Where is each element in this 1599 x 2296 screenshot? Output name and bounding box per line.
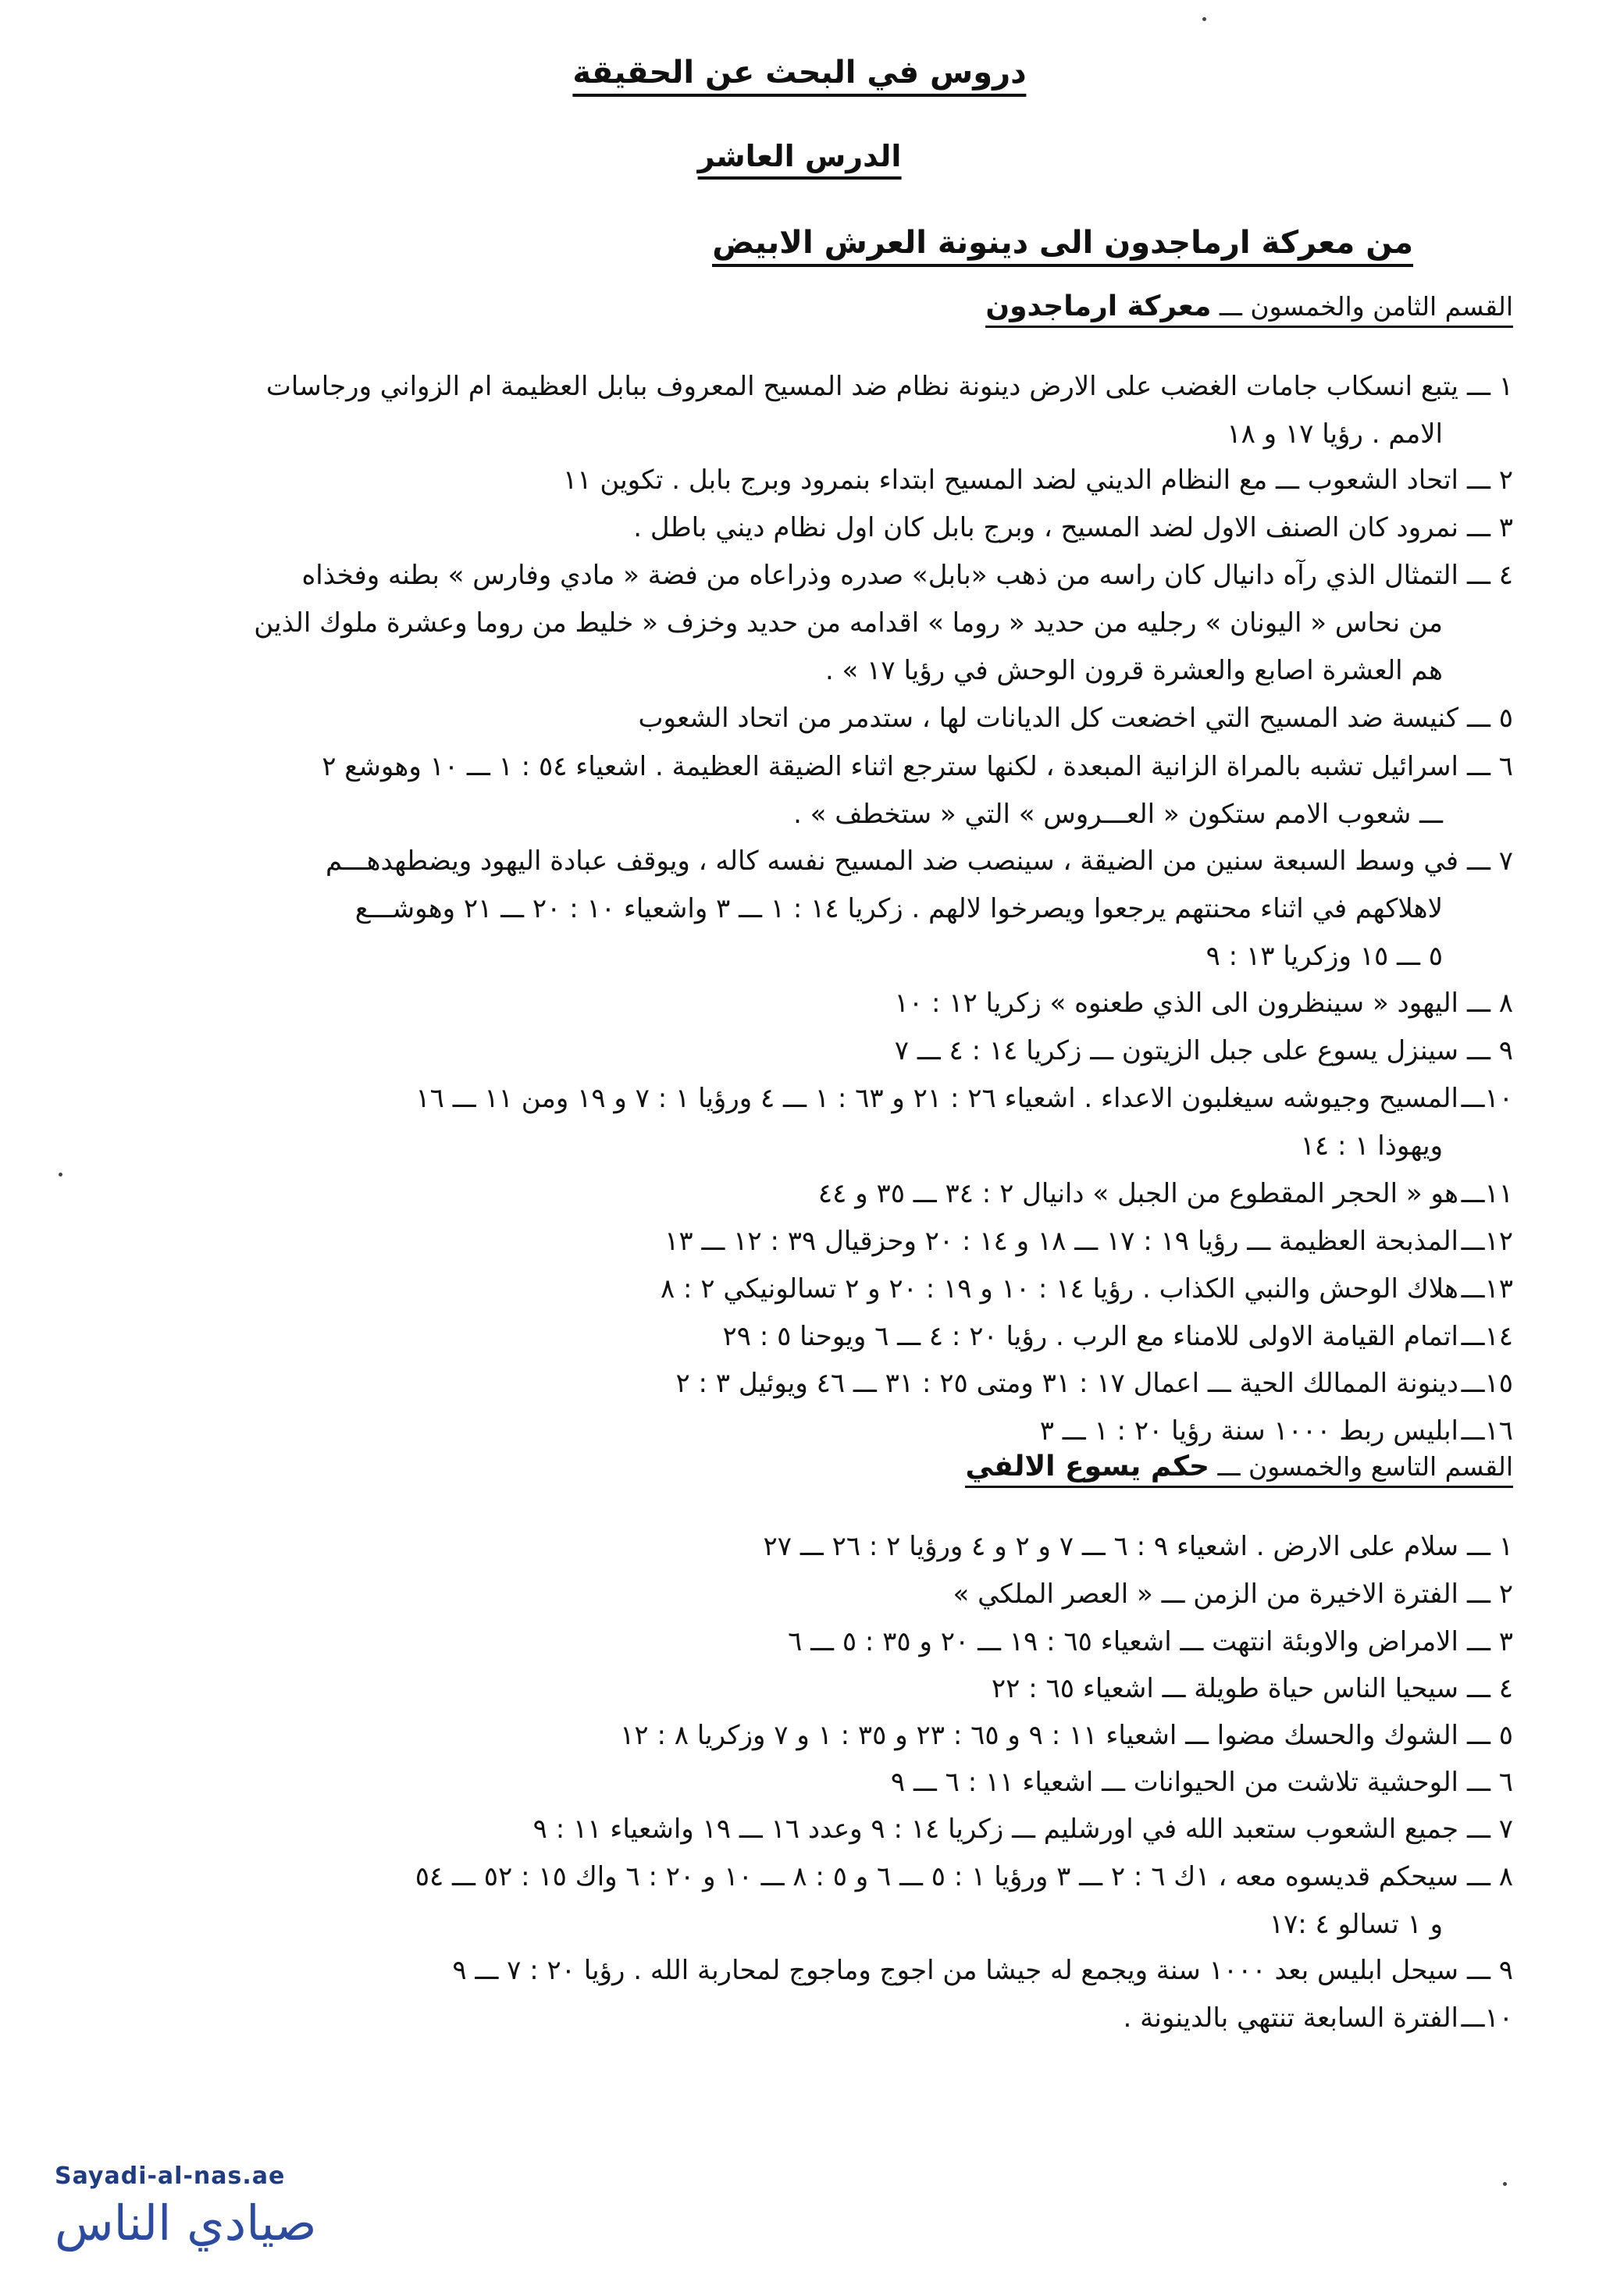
list-item (69, 363, 1513, 458)
item-text: هم العشرة اصابع والعشرة قرون الوحش في رؤيا ١٧ » . (824, 655, 1443, 686)
item-text: دينونة الممالك الحية ـــ اعمال ١٧ : ٣١ ومتى ٢٥ : ٣١ ـــ ٤٦ ويوئيل ٣ : ٢ (675, 1368, 1458, 1399)
item-text: التمثال الذي رآه دانيال كان راسه من ذهب «بابل» صدره وذراعاه من فضة « مادي وفارس » بطنه وفخذاه (301, 560, 1458, 591)
list-item (69, 1075, 1513, 1170)
list-item (69, 695, 1513, 742)
list-item (69, 457, 1513, 504)
scan-speck (1202, 17, 1206, 21)
item-number: ١٥ـــ (1461, 1368, 1513, 1399)
item-text: الفترة السابعة تنتهي بالدينونة . (1123, 2002, 1458, 2034)
item-number: ٦ ـــ (1467, 1767, 1513, 1798)
item-text: الفترة الاخيرة من الزمن ـــ « العصر الملكي » (953, 1579, 1458, 1610)
item-number: ٤ ـــ (1467, 560, 1513, 591)
list-item (69, 1665, 1513, 1713)
item-number: ٤ ـــ (1467, 1673, 1513, 1704)
list-item (69, 1170, 1513, 1218)
item-text: ويهوذا ١ : ١٤ (1300, 1130, 1443, 1162)
item-text: في وسط السبعة سنين من الضيقة ، سينصب ضد المسيح نفسه كاله ، ويوقف عبادة اليهود ويضطهدهـــم (326, 845, 1458, 877)
list-item (69, 743, 1513, 838)
item-text: سيحيا الناس حياة طويلة ـــ اشعياء ٦٥ : ٢٢ (991, 1673, 1458, 1704)
list-item (69, 1265, 1513, 1313)
item-number: ١٣ـــ (1461, 1273, 1513, 1305)
watermark-url: Sayadi-al-nas.ae (55, 2163, 286, 2190)
item-text: ٥ ـــ ١٥ وزكريا ١٣ : ٩ (1205, 941, 1443, 972)
item-text: كنيسة ضد المسيح التي اخضعت كل الديانات لها ، ستدمر من اتحاد الشعوب (638, 703, 1458, 734)
section-1-heading (985, 290, 1513, 328)
scan-speck (1503, 2182, 1507, 2186)
watermark-logo: صيادي الناس (55, 2195, 317, 2252)
item-number: ٣ ـــ (1467, 512, 1513, 543)
item-text: الشوك والحسك مضوا ـــ اشعياء ١١ : ٩ و ٦٥ : ٢٣ و ٣٥ : ١ و ٧ وزكريا ٨ : ١٢ (620, 1720, 1458, 1751)
item-number: ١ ـــ (1467, 1531, 1513, 1562)
item-text: اتحاد الشعوب ـــ مع النظام الديني لضد المسيح ابتداء بنمرود وبرج بابل . تكوين ١١ (563, 465, 1458, 496)
item-number: ٥ ـــ (1467, 1720, 1513, 1751)
item-number: ١٤ـــ (1461, 1321, 1513, 1352)
item-text: اسرائيل تشبه بالمراة الزانية المبعدة ، لكنها سترجع اثناء الضيقة العظيمة . اشعياء ٥٤ : ١ ـــ ١٠ وهوشع ٢ (322, 751, 1458, 782)
item-number: ١٦ـــ (1461, 1415, 1513, 1447)
topic-title: من معركة ارماجدون الى دينونة العرش الابيض (712, 225, 1413, 267)
list-item (69, 504, 1513, 552)
list-item (69, 1571, 1513, 1618)
item-text: ابليس ربط ١٠٠٠ سنة رؤيا ٢٠ : ١ ـــ ٣ (1039, 1415, 1458, 1447)
list-item (69, 1523, 1513, 1571)
item-number: ١٠ـــ (1461, 2002, 1513, 2034)
section-1-prefix: القسم الثامن والخمسون ـــ (1219, 291, 1513, 322)
item-text: يتبع انسكاب جامات الغضب على الارض دينونة نظام ضد المسيح المعروف ببابل العظيمة ام الزواني ورجاسات (265, 371, 1458, 402)
list-item (69, 838, 1513, 981)
item-text: سينزل يسوع على جبل الزيتون ـــ زكريا ١٤ : ٤ ـــ ٧ (894, 1035, 1458, 1066)
scan-speck (59, 1173, 62, 1176)
item-number: ٢ ـــ (1467, 1579, 1513, 1610)
item-text: المسيح وجيوشه سيغلبون الاعداء . اشعياء ٢٦ : ٢١ و ٦٣ : ١ ـــ ٤ ورؤيا ١ : ٧ و ١٩ ومن ١١ ـــ ١٦ (415, 1083, 1458, 1114)
item-number: ٣ ـــ (1467, 1626, 1513, 1657)
section-2-title: حكم يسوع الالفي (965, 1451, 1209, 1483)
item-text: الوحشية تلاشت من الحيوانات ـــ اشعياء ١١ : ٦ ـــ ٩ (890, 1767, 1458, 1798)
list-item (69, 1313, 1513, 1361)
lesson-title: الدرس العاشر (698, 139, 902, 180)
item-text: من نحاس « اليونان » رجليه من حديد « روما » اقدامه من حديد وخزف « خليط من روما وعشرة ملوك الذين (254, 607, 1443, 639)
item-number: ٨ ـــ (1467, 988, 1513, 1019)
list-item (69, 1853, 1513, 1949)
item-text: لاهلاكهم في اثناء محنتهم يرجعوا ويصرخوا لالهم . زكريا ١٤ : ١ ـــ ٣ واشعياء ١٠ : ٢٠ ـــ ٢١ وهوشـــع (354, 893, 1443, 924)
list-item (69, 1027, 1513, 1075)
list-item (69, 1759, 1513, 1807)
item-number: ١١ـــ (1461, 1178, 1513, 1209)
item-text: المذبحة العظيمة ـــ رؤيا ١٩ : ١٧ ـــ ١٨ و ١٤ : ٢٠ وحزقيال ٣٩ : ١٢ ـــ ١٣ (664, 1226, 1458, 1257)
item-number: ٧ ـــ (1467, 845, 1513, 877)
list-item (69, 1408, 1513, 1455)
item-number: ٩ ـــ (1467, 1035, 1513, 1066)
section-1-title: معركة ارماجدون (985, 290, 1212, 322)
item-text: سيحكم قديسوه معه ، ١ك ٦ : ٢ ـــ ٣ ورؤيا ١ : ٥ ـــ ٦ و ٥ : ٨ ـــ ١٠ و ٢٠ : ٦ واك ١٥ : ٥٢ ـــ ٥٤ (415, 1861, 1458, 1892)
item-text: ـــ شعوب الامم ستكون « العـــروس » التي « ستخطف » . (793, 799, 1443, 830)
item-text: و ١ تسالو ٤ :١٧ (1269, 1909, 1443, 1940)
item-text: الامراض والاوبئة انتهت ـــ اشعياء ٦٥ : ١٩ ـــ ٢٠ و ٣٥ : ٥ ـــ ٦ (788, 1626, 1458, 1657)
section-2-prefix: القسم التاسع والخمسون ـــ (1217, 1451, 1513, 1482)
item-text: هلاك الوحش والنبي الكذاب . رؤيا ١٤ : ١٠ و ١٩ : ٢٠ و ٢ تسالونيكي ٢ : ٨ (660, 1273, 1458, 1305)
list-item (69, 1360, 1513, 1408)
item-number: ٧ ـــ (1467, 1814, 1513, 1845)
list-item (69, 552, 1513, 695)
item-text: اتمام القيامة الاولى للامناء مع الرب . رؤيا ٢٠ : ٤ ـــ ٦ ويوحنا ٥ : ٢٩ (722, 1321, 1458, 1352)
item-text: سلام على الارض . اشعياء ٩ : ٦ ـــ ٧ و ٢ و ٤ ورؤيا ٢ : ٢٦ ـــ ٢٧ (763, 1531, 1458, 1562)
item-text: جميع الشعوب ستعبد الله في اورشليم ـــ زكريا ١٤ : ٩ وعدد ١٦ ـــ ١٩ واشعياء ١١ : ٩ (532, 1814, 1458, 1845)
list-item (69, 1947, 1513, 1995)
item-number: ٨ ـــ (1467, 1861, 1513, 1892)
site-watermark (55, 2163, 317, 2252)
list-item (69, 1806, 1513, 1853)
item-text: سيحل ابليس بعد ١٠٠٠ سنة ويجمع له جيشا من اجوج وماجوج لمحاربة الله . رؤيا ٢٠ : ٧ ـــ ٩ (452, 1955, 1458, 1986)
list-item (69, 1218, 1513, 1265)
list-item (69, 1618, 1513, 1666)
item-text: هو « الحجر المقطوع من الجبل » دانيال ٢ : ٣٤ ـــ ٣٥ و ٤٤ (817, 1178, 1458, 1209)
item-text: نمرود كان الصنف الاول لضد المسيح ، وبرج بابل كان اول نظام ديني باطل . (633, 512, 1458, 543)
item-number: ٢ ـــ (1467, 465, 1513, 496)
list-item (69, 1995, 1513, 2042)
item-number: ١ ـــ (1467, 371, 1513, 402)
item-number: ٩ ـــ (1467, 1955, 1513, 1986)
item-text: اليهود « سينظرون الى الذي طعنوه » زكريا ١٢ : ١٠ (894, 988, 1458, 1019)
item-number: ١٢ـــ (1461, 1226, 1513, 1257)
list-item (69, 1712, 1513, 1760)
list-item (69, 980, 1513, 1027)
section-2-heading (965, 1451, 1513, 1488)
series-title: دروس في البحث عن الحقيقة (572, 55, 1026, 97)
item-number: ١٠ـــ (1461, 1083, 1513, 1114)
item-number: ٦ ـــ (1467, 751, 1513, 782)
item-number: ٥ ـــ (1467, 703, 1513, 734)
item-text: الامم . رؤيا ١٧ و ١٨ (1227, 418, 1443, 450)
